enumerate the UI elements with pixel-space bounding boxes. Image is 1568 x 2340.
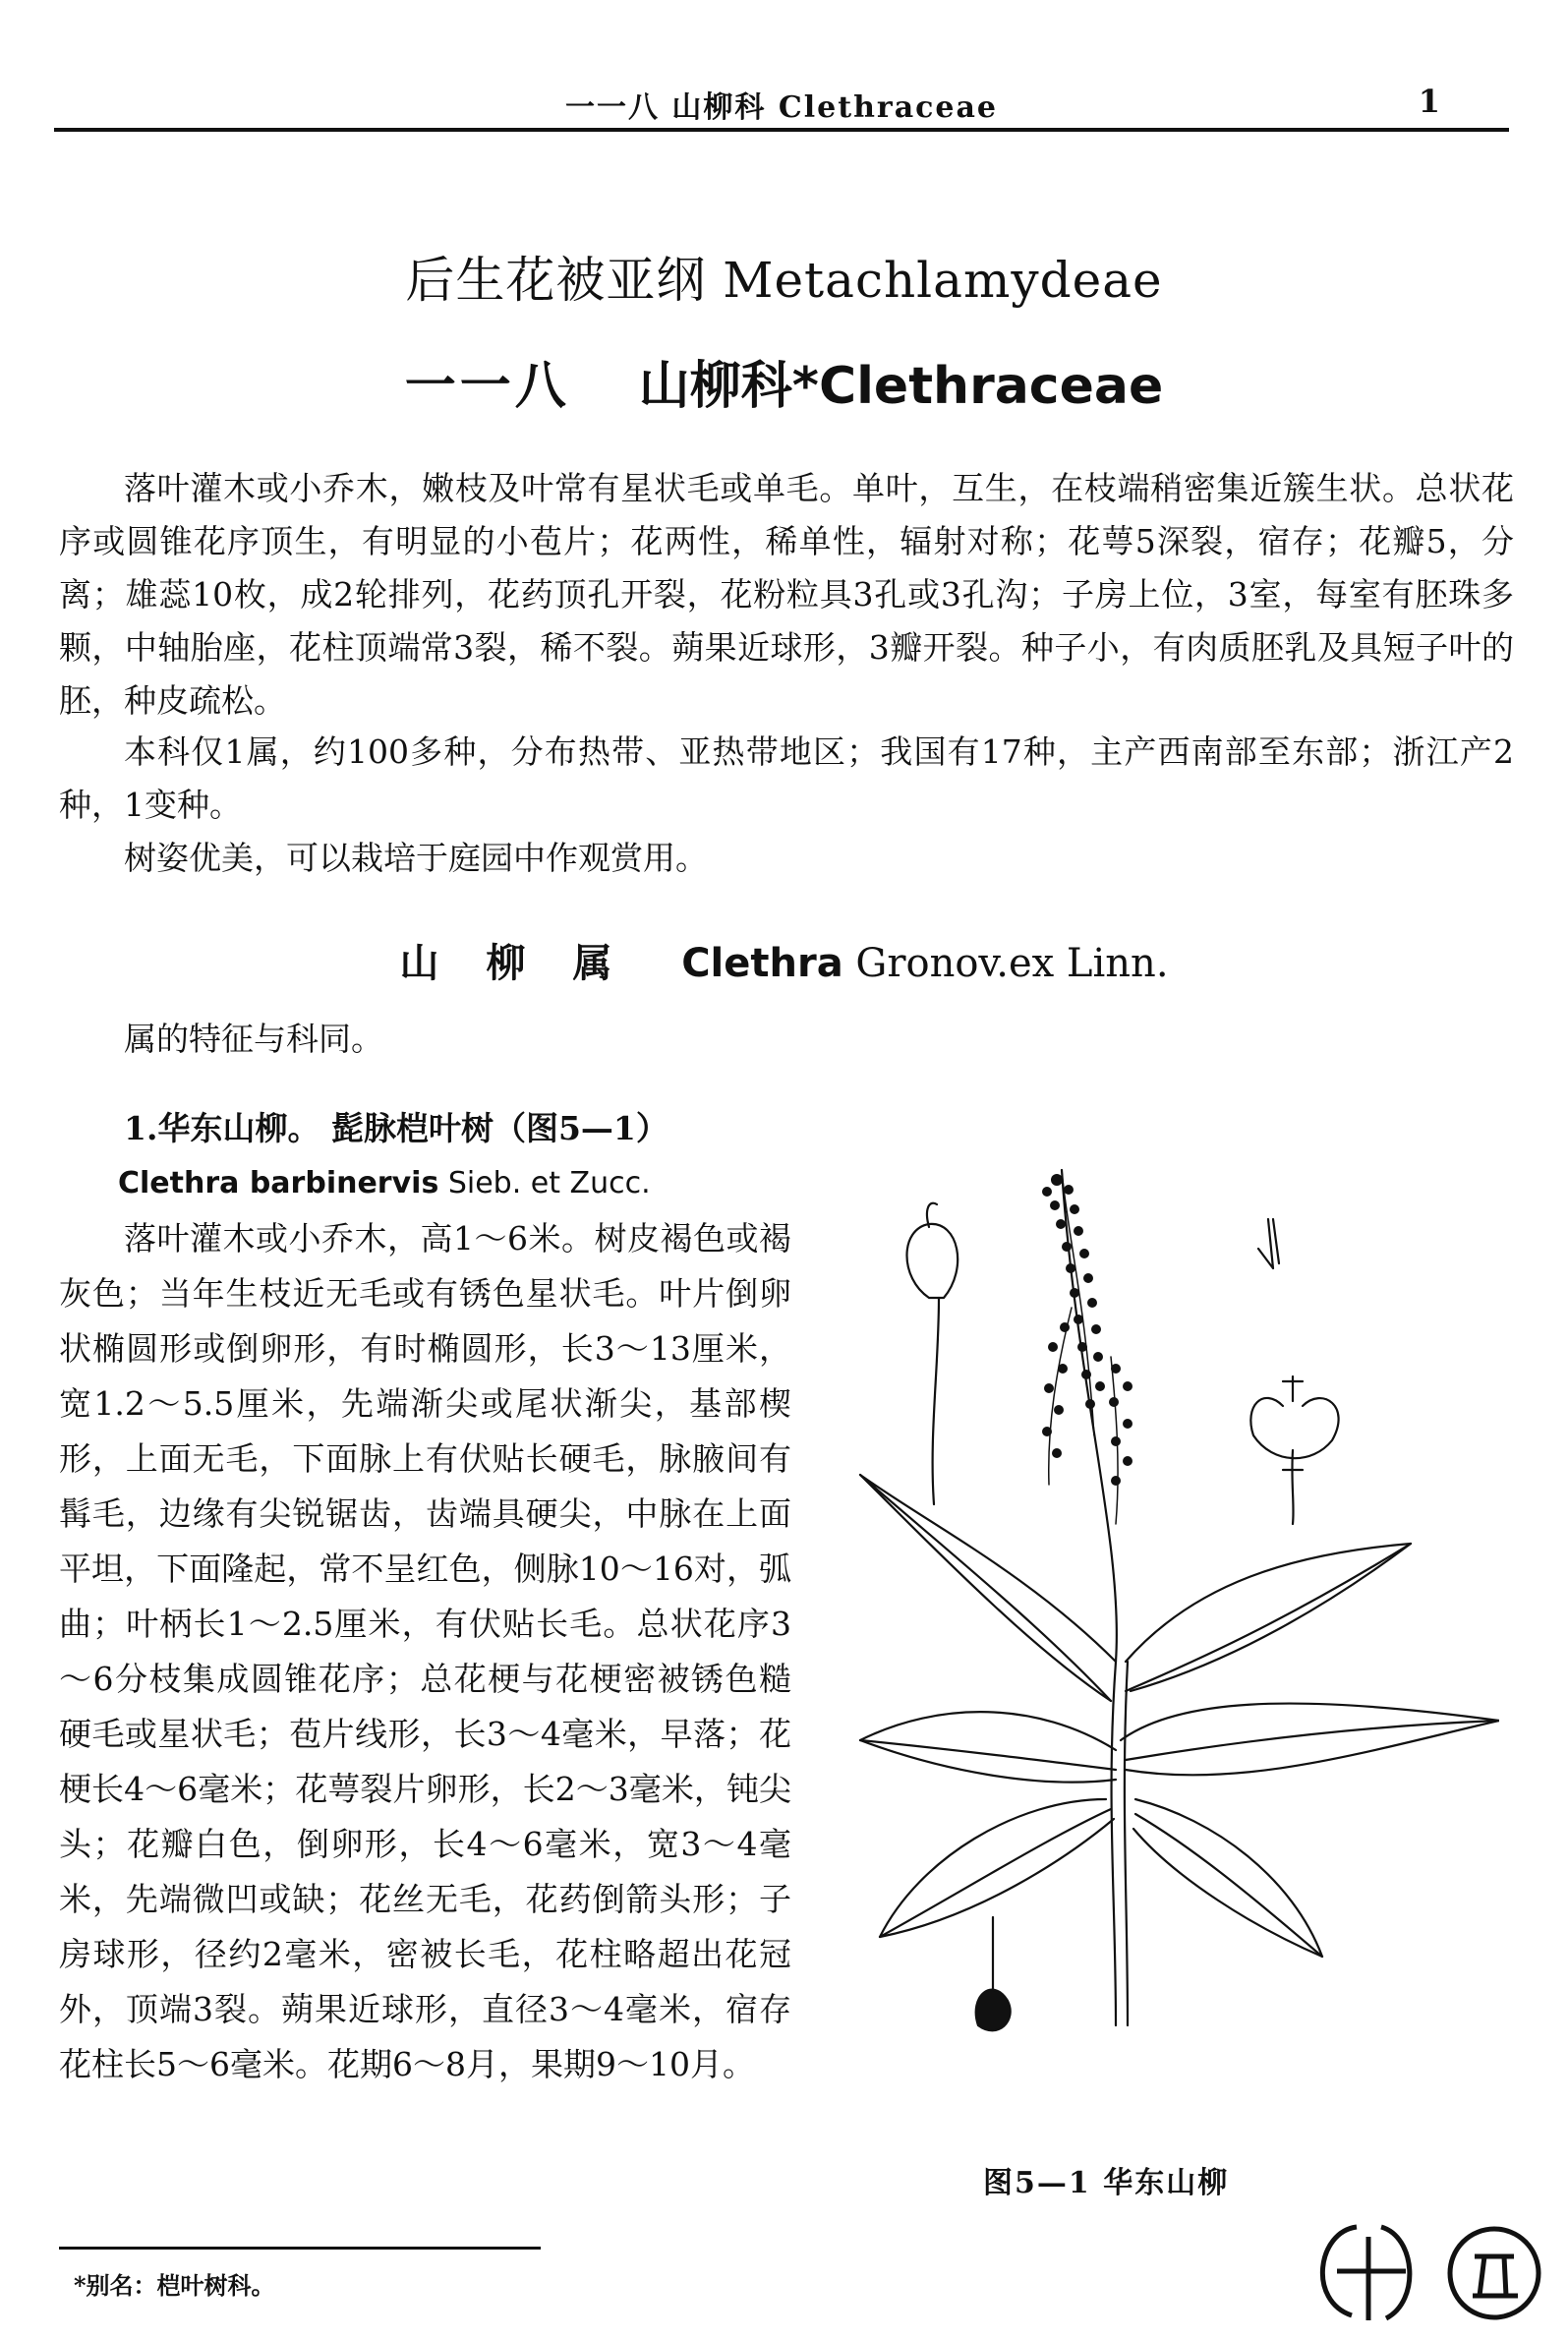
illustration-capsule: [976, 1917, 1011, 2030]
genus-name-cn: 山柳属: [399, 940, 660, 986]
family-use: 树姿优美，可以栽培于庭园中作观赏用。: [124, 839, 708, 877]
illustration-open-flower: [1250, 1219, 1338, 1524]
illustration-leaves: [860, 1475, 1499, 1957]
library-stamp: [1298, 2212, 1543, 2330]
species-heading: 1.华东山柳。 髭脉桤叶树（图5—1）: [124, 1109, 668, 1147]
page-number: 1: [1418, 83, 1440, 120]
running-head-title: 一一八 山柳科 Clethraceae: [564, 90, 999, 125]
illustration-stem: [1062, 1170, 1117, 2025]
species-author: Sieb. et Zucc.: [447, 1166, 651, 1200]
species-binomial: Clethra barbinervis: [118, 1166, 439, 1200]
genus-title: [0, 932, 1568, 988]
plant-illustration: [821, 1111, 1499, 2055]
species-latin-name: [59, 1156, 791, 1211]
species-entry: [59, 1101, 791, 2092]
family-number: 一一八: [404, 357, 570, 416]
genus-name-lat: Clethra: [681, 941, 843, 986]
footnote-rule: [59, 2247, 541, 2250]
family-title: [0, 344, 1568, 418]
family-distribution: 本科仅1属，约100多种，分布热带、亚热带地区；我国有17种，主产西南部至东部；浙江产2种，1变种。: [59, 732, 1514, 824]
figure-caption: 图5—1 华东山柳: [983, 2166, 1230, 2200]
footnote: *别名：桤叶树科。: [74, 2271, 275, 2300]
subclass-title: 后生花被亚纲 Metachlamydeae: [405, 252, 1163, 309]
illustration-flower-detail: [907, 1203, 958, 1504]
genus-note: 属的特征与科同。: [124, 1020, 383, 1058]
genus-author: Gronov.ex Linn.: [855, 941, 1169, 986]
family-description: 落叶灌木或小乔木，嫩枝及叶常有星状毛或单毛。单叶，互生，在枝端稍密集近簇生状。总状花序或圆锥花序顶生，有明显的小苞片；花两性，稀单性，辐射对称；花萼5深裂，宿存；花瓣5，分离；雄蕊10枚，成2轮排列，花药顶孔开裂，花粉粒具3孔或3孔沟；子房上位，3室，每室有胚珠多颗，中轴胎座，花柱顶端常3裂，稀不裂。蒴果近球形，3瓣开裂。种子小，有肉质胚乳及具短子叶的胚，种皮疏松。: [59, 469, 1514, 720]
running-head: [54, 77, 1509, 132]
species-description: 落叶灌木或小乔木，高1～6米。树皮褐色或褐灰色；当年生枝近无毛或有锈色星状毛。叶片倒卵状椭圆形或倒卵形，有时椭圆形，长3～13厘米，宽1.2～5.5厘米，先端渐尖或尾状渐尖，基部楔形，上面无毛，下面脉上有伏贴长硬毛，脉腋间有髯毛，边缘有尖锐锯齿，齿端具硬尖，中脉在上面平坦，下面隆起，常不呈红色，侧脉10～16对，弧曲；叶柄长1～2.5厘米，有伏贴长毛。总状花序3～6分枝集成圆锥花序；总花梗与花梗密被锈色糙硬毛或星状毛；苞片线形，长3～4毫米，早落；花梗长4～6毫米；花萼裂片卵形，长2～3毫米，钝尖头；花瓣白色，倒卵形，长4～6毫米，宽3～4毫米，先端微凹或缺；花丝无毛，花药倒箭头形；子房球形，径约2毫米，密被长毛，花柱略超出花冠外，顶端3裂。蒴果近球形，直径3～4毫米，宿存花柱长5～6毫米。花期6～8月，果期9～10月。: [59, 1219, 791, 2083]
family-name: 山柳科*Clethraceae: [638, 357, 1164, 416]
